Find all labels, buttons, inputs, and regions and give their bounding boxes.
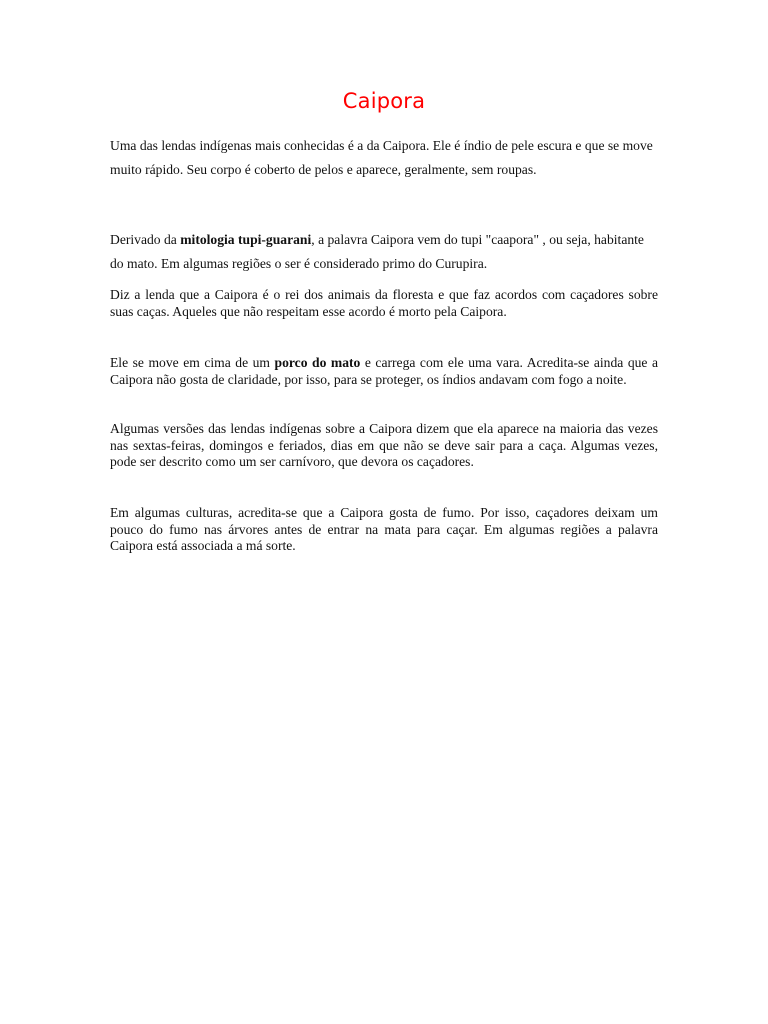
paragraph-mount [110, 355, 658, 388]
paragraph-intro: Uma das lendas indígenas mais conhecidas é a da Caipora. Ele é índio de pele escura e que se move muito rápido. Seu corpo é coberto de pelos e aparece, geralmente, sem roupas. [110, 138, 653, 177]
paragraph-origin [110, 228, 658, 276]
paragraph-origin-text-end: , a palavra Caipora vem do tupi "caapora" , ou seja, habitante do mato. Em algumas regiões o ser é considerado primo do Curupira. [110, 232, 644, 271]
paragraph-origin-bold-term: mitologia tupi-guarani [180, 232, 312, 247]
document-title: Caipora [342, 89, 426, 113]
paragraph-mount-text-start: Ele se move em cima de um [110, 355, 275, 370]
paragraph-mount-text-end: e carrega com ele uma vara. Acredita-se ainda que a Caipora não gosta de claridade, por isso, para se proteger, os índios andavam com fogo a noite. [110, 355, 659, 387]
paragraph-cultures: Em algumas culturas, acredita-se que a Caipora gosta de fumo. Por isso, caçadores deixam um pouco do fumo nas árvores antes de entrar na mata para caçar. Em algumas regiões a palavra Caipora está associada a má sorte. [110, 505, 658, 554]
paragraph-versions: Algumas versões das lendas indígenas sobre a Caipora dizem que ela aparece na maioria das vezes nas sextas-feiras, domingos e feriados, dias em que não se deve sair para a caça. Algumas vezes, pode ser descrito como um ser carnívoro, que devora os caçadores. [110, 421, 658, 470]
paragraph-mount-bold-term: porco do mato [274, 355, 361, 370]
paragraph-legend: Diz a lenda que a Caipora é o rei dos animais da floresta e que faz acordos com caçadores sobre suas caças. Aqueles que não respeitam esse acordo é morto pela Caipora. [110, 287, 658, 319]
paragraph-origin-text-start: Derivado da [110, 232, 181, 247]
